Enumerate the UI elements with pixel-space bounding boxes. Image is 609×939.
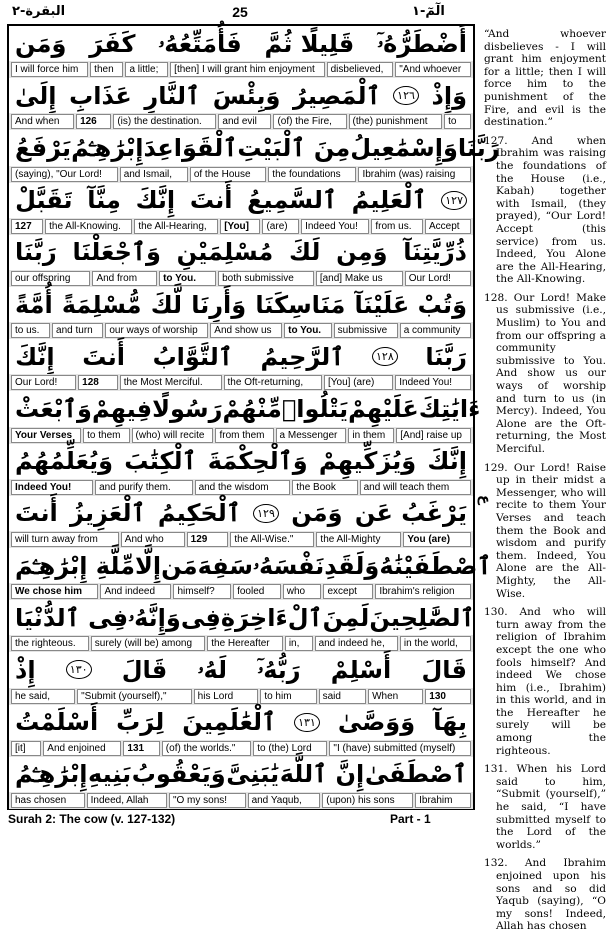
arabic-word: ٱلْكِتَٰبَ	[124, 447, 197, 476]
gloss-label: "I (have) submitted (myself)	[329, 741, 471, 756]
translation-paragraph: “And whoever disbelieves - I will grant him enjoyment for a little; then I will force him to the punishment of the Fire, and evil is the destination.”	[484, 28, 606, 129]
arabic-word: أُمَّةً	[15, 290, 53, 319]
arabic-line	[9, 235, 473, 270]
gloss-label: 131	[123, 741, 159, 756]
gloss-label: except	[323, 584, 373, 599]
arabic-word: رَبَّنَا	[425, 342, 467, 371]
gloss-label: [And] raise up	[396, 428, 471, 443]
gloss-label: Ibrahim	[415, 793, 471, 808]
arabic-word: وَيُزَكِّيهِمْ	[318, 447, 417, 476]
arabic-word: ٱلْعَٰلَمِينَ	[182, 708, 277, 737]
arabic-word: ٱصْطَفَيْنَٰهُ	[379, 551, 492, 580]
arabic-word: مِنَّآ	[87, 186, 121, 215]
gloss-label: to	[444, 114, 471, 129]
gloss-label: then	[90, 62, 123, 77]
gloss-label: "O my sons!	[169, 793, 246, 808]
arabic-word: وَمَن	[15, 29, 67, 58]
english-gloss-bar	[9, 61, 473, 78]
arabic-word: كَفَرَ	[89, 29, 136, 58]
gloss-label: [You]	[220, 219, 260, 234]
arabic-word: سَفِهَ	[197, 551, 254, 580]
gloss-label: submissive	[334, 323, 398, 338]
arabic-word: إِنَّكَ	[15, 342, 55, 371]
arabic-word: أَنتَ	[189, 186, 233, 215]
arabic-word: لَمِنَ	[322, 603, 370, 632]
arabic-word: إِبْرَٰهِـۧمُ	[15, 760, 88, 789]
arabic-word: مَن	[161, 551, 198, 580]
english-gloss-bar	[9, 531, 473, 548]
gloss-label: You (are)	[403, 532, 471, 547]
gloss-label: (of) the Fire,	[273, 114, 346, 129]
arabic-word: وَٱلْحِكْمَةَ	[207, 447, 308, 476]
gloss-label: the All-Wise."	[230, 532, 314, 547]
english-gloss-bar	[9, 583, 473, 600]
gloss-label: the Oft-returning,	[224, 375, 322, 390]
arabic-word: يَرْفَعُ	[15, 133, 72, 162]
arabic-word: وَأَرِنَا	[191, 290, 247, 319]
arabic-word: وَٱجْعَلْنَا	[72, 238, 161, 267]
english-gloss-bar	[9, 166, 473, 183]
arabic-line	[9, 652, 473, 687]
arabic-line	[9, 600, 473, 635]
gloss-label: 130	[425, 689, 471, 704]
arabic-word: مِّنْهُمْ	[222, 394, 282, 423]
arabic-line	[9, 339, 473, 374]
arabic-word: وَإِسْمَٰعِيلُ	[350, 133, 458, 162]
gloss-label: And enjoined	[43, 741, 121, 756]
gloss-label: to us.	[11, 323, 50, 338]
arabic-word: وَلَقَدِ	[324, 551, 380, 580]
arabic-word: إِنَّكَ	[135, 186, 176, 215]
arabic-word: رَبُّهُۥٓ	[257, 655, 301, 684]
arabic-word: قَلِيلًا ثُمَّ	[264, 29, 355, 58]
arabic-line	[9, 26, 473, 61]
arabic-word: أَسْلَمْتُ	[15, 708, 99, 737]
arabic-word: عَذَابِ	[69, 81, 132, 110]
arabic-word: مُّسْلِمَةً	[61, 290, 142, 319]
gloss-label: the foundations	[268, 167, 356, 182]
arabic-word: إِبْرَٰهِـۧمُ	[71, 133, 144, 162]
arabic-word: ٱلرَّحِيمُ	[260, 342, 345, 371]
gloss-label: and purify them.	[95, 480, 192, 495]
arabic-word: وَمِن	[336, 238, 388, 267]
english-gloss-bar	[9, 688, 473, 705]
gloss-label: and the wisdom	[195, 480, 291, 495]
arabic-word: لَّكَ	[150, 290, 183, 319]
arabic-word: تَقَبَّلْ	[15, 186, 73, 215]
arabic-word: قَالَ	[121, 655, 168, 684]
gloss-label: Indeed You!	[301, 219, 369, 234]
gloss-label: the Hereafter	[207, 636, 283, 651]
arabic-word: ٱلتَّوَّابُ	[152, 342, 233, 371]
arabic-word: بِهَآ	[433, 708, 467, 737]
arabic-word: أَضْطَرُّهُۥٓ	[377, 29, 467, 58]
arabic-line	[9, 183, 473, 218]
translation-paragraph: 132. And Ibrahim enjoined upon his sons and so did Yaqub (saying), “O my sons! Indeed, Allah has chosen	[484, 857, 606, 933]
arabic-word: ٱلْءَاخِرَةِ	[220, 603, 323, 632]
gloss-label: [then] I will grant him enjoyment	[170, 62, 324, 77]
gloss-label: fooled	[233, 584, 281, 599]
ayah-number-marker: ١٣١	[294, 713, 320, 732]
arabic-word: وَيُعَلِّمُهُمُ	[15, 447, 114, 476]
gloss-label: both submissive	[218, 271, 314, 286]
arabic-word: لَكَ	[288, 238, 321, 267]
gloss-label: 129	[187, 532, 229, 547]
gloss-label: in them	[348, 428, 394, 443]
english-gloss-bar	[9, 479, 473, 496]
arabic-word: مِنَ ٱلْبَيْتِ	[237, 133, 351, 162]
arabic-word: أَنتَ	[82, 342, 125, 371]
gloss-label: and turn	[52, 323, 103, 338]
gloss-label: Indeed You!	[11, 480, 93, 495]
gloss-label: the All-Knowing.	[45, 219, 132, 234]
arabic-word: فِيهِمْ	[91, 394, 153, 423]
gloss-label: Our Lord!	[11, 375, 76, 390]
gloss-label: who	[283, 584, 322, 599]
ayah-number-marker: ١٢٦	[393, 86, 419, 105]
gloss-label: 127	[11, 219, 43, 234]
gloss-label: from them	[215, 428, 273, 443]
arabic-word: وَيَعْقُوبُ	[131, 760, 226, 789]
gloss-label: and Yaqub,	[248, 793, 321, 808]
gloss-label: and Ismail,	[120, 167, 188, 182]
translation-paragraph: 129. Our Lord! Raise up in their midst a Messenger, who will recite to them Your Verses and teach them the Book and wisdom and purify them. Indeed, You Alone are the All-Mighty, the All-Wise.	[484, 461, 606, 600]
arabic-word: يَرْغَبُ عَن	[354, 499, 467, 528]
arabic-word: لَهُۥ	[197, 655, 228, 684]
arabic-word: يَتْلُوا۟	[281, 394, 349, 423]
gloss-label: a little;	[125, 62, 168, 77]
arabic-text-frame	[7, 24, 500, 810]
gloss-label: to You.	[284, 323, 332, 338]
juz-name-header: الٓمٓ-١	[412, 4, 445, 19]
gloss-label: Our Lord!	[405, 271, 471, 286]
gloss-label: his Lord	[194, 689, 259, 704]
gloss-label: to him	[260, 689, 316, 704]
arabic-line	[9, 78, 473, 113]
translation-paragraph: 131. When his Lord said to him, “Submit (yourself),” he said, “I have submitted myself to the Lord of the worlds.”	[484, 763, 606, 851]
arabic-word: وَإِذْ	[431, 81, 467, 110]
arabic-word: أَنتَ	[15, 499, 58, 528]
arabic-word: إِنَّكَ	[427, 447, 467, 476]
gloss-label: our offspring	[11, 271, 90, 286]
english-gloss-bar	[9, 427, 473, 444]
ruku-marker: ع	[477, 495, 493, 505]
gloss-label: "And whoever	[395, 62, 471, 77]
gloss-label: to them	[83, 428, 129, 443]
gloss-label: "Submit (yourself),"	[77, 689, 192, 704]
arabic-word: ٱلْعَزِيزُ	[70, 499, 146, 528]
english-gloss-bar	[9, 270, 473, 287]
arabic-line	[9, 496, 473, 531]
gloss-label: [and] Make us	[316, 271, 403, 286]
english-gloss-bar	[9, 322, 473, 339]
arabic-word: عَلَيْهِمْ	[348, 394, 419, 423]
arabic-word: ٱلنَّارِ	[144, 81, 201, 110]
gloss-label: (of) the worlds."	[162, 741, 251, 756]
translation-paragraph: 128. Our Lord! Make us submissive (i.e., Muslim) to You and from our offspring a community submissive to You. And show us our ways of worship and turn to us (in Mercy). Indeed, You Alone are the Oft-returning, the Most Merciful.	[484, 291, 606, 455]
gloss-label: (who) will recite	[132, 428, 214, 443]
gloss-label: I will force him	[11, 62, 88, 77]
arabic-line	[9, 444, 473, 479]
gloss-label: And show us	[210, 323, 282, 338]
gloss-label: a Messenger	[276, 428, 347, 443]
gloss-label: and evil	[218, 114, 271, 129]
arabic-word: ءَايَٰتِكَ	[418, 394, 481, 423]
english-gloss-bar	[9, 374, 473, 391]
arabic-word: وَوَصَّىٰ	[337, 708, 416, 737]
gloss-label: from us.	[371, 219, 423, 234]
english-gloss-bar	[9, 113, 473, 130]
gloss-label: the All-Hearing,	[134, 219, 218, 234]
arabic-word: ٱلْقَوَاعِدَ	[143, 133, 238, 162]
gloss-label: (saying), "Our Lord!	[11, 167, 118, 182]
gloss-label: the Book	[292, 480, 357, 495]
arabic-word: نَفْسَهُۥ	[253, 551, 325, 580]
gloss-label: [it]	[11, 741, 41, 756]
arabic-word: رَبَّنَا	[15, 238, 57, 267]
arabic-word: مِّلَّةِ إِبْرَٰهِـۧمَ	[15, 551, 135, 580]
gloss-label: Indeed You!	[395, 375, 471, 390]
arabic-line	[9, 287, 473, 322]
arabic-word: ذُرِّيَّتِنَآ	[403, 238, 467, 267]
gloss-label: disbelieved,	[327, 62, 394, 77]
arabic-word: إِذْ	[15, 655, 36, 684]
gloss-label: the righteous.	[11, 636, 89, 651]
translation-paragraph: 127. And when Ibrahim was raising the foundations of the House (i.e., Kabah) together with Ismail, (they prayed), “Our Lord! Accept (this service) from us. Indeed, You Alone are the All-Hearing, the All-Knowing.	[484, 134, 606, 286]
arabic-line	[9, 391, 481, 426]
gloss-label: to You.	[159, 271, 216, 286]
gloss-label: and will teach them	[360, 480, 471, 495]
arabic-word: فَأُمَتِّعُهُۥ	[158, 29, 242, 58]
gloss-label: 126	[76, 114, 111, 129]
gloss-label: 128	[78, 375, 118, 390]
gloss-label: [You] (are)	[324, 375, 393, 390]
arabic-word: مَنَاسِكَنَا	[255, 290, 346, 319]
gloss-label: in,	[285, 636, 313, 651]
gloss-label: our ways of worship	[105, 323, 208, 338]
gloss-label: Accept	[425, 219, 471, 234]
arabic-word: أَسْلِمْ	[330, 655, 392, 684]
gloss-label: to (the) Lord	[253, 741, 327, 756]
gloss-label: the Most Merciful.	[120, 375, 222, 390]
gloss-label: Your Verses	[11, 428, 81, 443]
arabic-word: وَبِئْسَ	[212, 81, 281, 110]
ayah-number-marker: ١٢٨	[372, 347, 398, 366]
arabic-word: وَٱبْعَثْ	[15, 394, 92, 423]
arabic-word: قَالَ	[421, 655, 467, 684]
gloss-label: said	[319, 689, 366, 704]
arabic-line	[9, 130, 500, 165]
arabic-word: ٱصْطَفَىٰ	[364, 760, 467, 789]
arabic-word: بَنِيهِ	[88, 760, 132, 789]
gloss-label: the All-Mighty	[316, 532, 401, 547]
gloss-label: (are)	[262, 219, 299, 234]
gloss-label: has chosen	[11, 793, 85, 808]
surah-reference: Surah 2: The cow (v. 127-132)	[8, 812, 176, 826]
gloss-label: in the world,	[400, 636, 471, 651]
arabic-word: إِلَّا	[135, 551, 162, 580]
ayah-number-marker: ١٢٧	[441, 191, 467, 210]
arabic-word: رَسُولًا	[152, 394, 223, 423]
gloss-label: Indeed, Allah	[87, 793, 167, 808]
gloss-label: And indeed	[100, 584, 171, 599]
ayah-number-marker: ١٢٩	[253, 504, 279, 523]
gloss-label: he said,	[11, 689, 75, 704]
arabic-word: يَٰبَنِىَّ	[226, 760, 280, 789]
gloss-label: surely (will be) among	[91, 636, 205, 651]
gloss-label: And when	[11, 114, 74, 129]
gloss-label: (upon) his sons	[322, 793, 413, 808]
arabic-word: وَإِنَّهُۥ	[128, 603, 181, 632]
gloss-label: Ibrahim (was) raising	[358, 167, 471, 182]
page-number: 25	[232, 4, 248, 20]
english-gloss-bar	[9, 792, 473, 809]
arabic-word: ٱلْحَكِيمُ	[157, 499, 241, 528]
arabic-word: إِنَّ ٱللَّهَ	[279, 760, 365, 789]
english-gloss-bar	[9, 740, 473, 757]
arabic-word: ٱلسَّمِيعُ	[247, 186, 337, 215]
arabic-word: مُسْلِمَيْنِ	[176, 238, 274, 267]
surah-name-header: البقرة-٢	[12, 4, 66, 19]
ayah-number-marker: ١٣٠	[66, 660, 92, 679]
arabic-line	[9, 757, 473, 792]
arabic-word: فِى	[180, 603, 221, 632]
arabic-word: وَتُبْ عَلَيْنَآ	[354, 290, 467, 319]
arabic-word: إِلَىٰ	[15, 81, 57, 110]
gloss-label: and indeed he,	[315, 636, 398, 651]
gloss-label: And who	[121, 532, 185, 547]
arabic-word: ٱلصَّٰلِحِينَ	[369, 603, 475, 632]
arabic-word: فِى ٱلدُّنْيَا	[15, 603, 129, 632]
gloss-label: (the) punishment	[349, 114, 443, 129]
arabic-line	[9, 548, 492, 583]
gloss-label: We chose him	[11, 584, 98, 599]
gloss-label: of the House	[190, 167, 266, 182]
gloss-label: himself?	[173, 584, 231, 599]
arabic-line	[9, 705, 473, 740]
gloss-label: (is) the destination.	[113, 114, 216, 129]
translation-column	[484, 28, 606, 939]
part-label: Part - 1	[390, 812, 431, 826]
translation-paragraph: 130. And who will turn away from the religion of Ibrahim except the one who fools himself? And indeed We chose him (i.e., Ibrahim) in this world, and in the Hereafter he surely will be among the righteous.	[484, 606, 606, 757]
arabic-word: وَمَن	[291, 499, 343, 528]
arabic-word: لِرَبِّ	[116, 708, 165, 737]
page-header	[0, 2, 609, 24]
gloss-label: When	[368, 689, 423, 704]
arabic-word: ٱلْعَلِيمُ	[351, 186, 427, 215]
gloss-label: a community	[400, 323, 471, 338]
arabic-word: ٱلْمَصِيرُ	[293, 81, 381, 110]
arabic-word: رَبَّنَا	[457, 133, 500, 162]
gloss-label: Ibrahim's religion	[375, 584, 471, 599]
gloss-label: will turn away from	[11, 532, 119, 547]
english-gloss-bar	[9, 635, 473, 652]
gloss-label: And from	[92, 271, 157, 286]
english-gloss-bar	[9, 218, 473, 235]
